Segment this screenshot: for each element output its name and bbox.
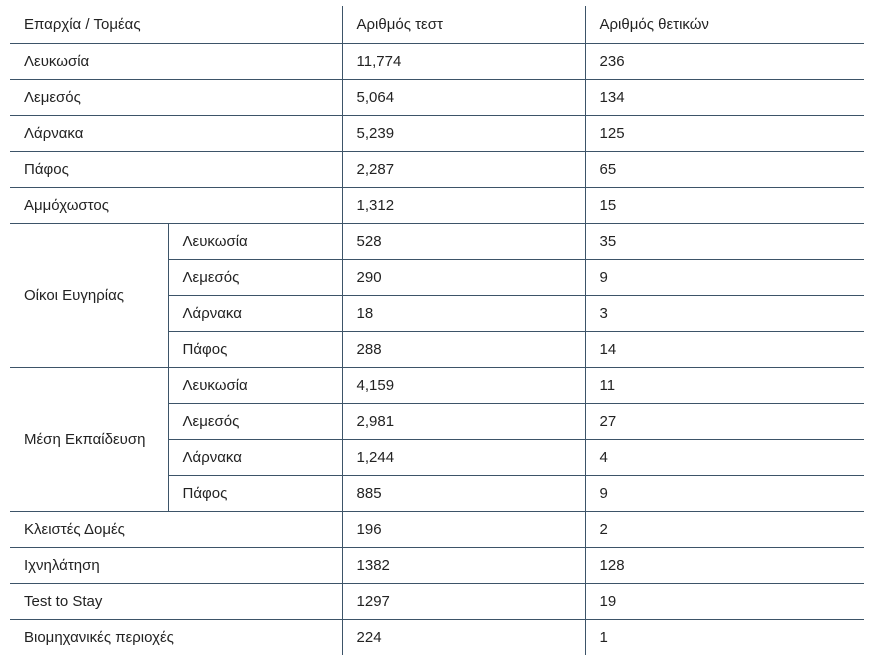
positives-cell: 134	[585, 79, 864, 115]
header-row	[10, 6, 864, 43]
table-row	[10, 115, 864, 151]
subregion-cell: Λεμεσός	[168, 259, 342, 295]
positives-cell: 27	[585, 403, 864, 439]
positives-cell: 65	[585, 151, 864, 187]
table-row	[10, 583, 864, 619]
table-row	[10, 223, 864, 259]
positives-cell: 4	[585, 439, 864, 475]
tests-cell: 528	[342, 223, 585, 259]
positives-cell: 14	[585, 331, 864, 367]
positives-cell: 9	[585, 259, 864, 295]
table-row	[10, 619, 864, 655]
positives-cell: 3	[585, 295, 864, 331]
table-row	[10, 151, 864, 187]
subregion-cell: Λευκωσία	[168, 223, 342, 259]
positives-cell: 11	[585, 367, 864, 403]
positives-cell: 128	[585, 547, 864, 583]
header-region: Επαρχία / Τομέας	[10, 6, 342, 43]
tests-cell: 885	[342, 475, 585, 511]
positives-cell: 236	[585, 43, 864, 79]
region-cell: Λεμεσός	[10, 79, 342, 115]
tests-cell: 4,159	[342, 367, 585, 403]
results-table	[10, 6, 864, 655]
positives-cell: 19	[585, 583, 864, 619]
table-row	[10, 79, 864, 115]
region-cell: Πάφος	[10, 151, 342, 187]
region-cell: Αμμόχωστος	[10, 187, 342, 223]
positives-cell: 15	[585, 187, 864, 223]
positives-cell: 1	[585, 619, 864, 655]
region-cell: Βιομηχανικές περιοχές	[24, 628, 174, 646]
table-row	[10, 367, 864, 403]
subregion-cell: Λευκωσία	[168, 367, 342, 403]
subregion-cell: Λάρνακα	[168, 295, 342, 331]
region-cell: Ιχνηλάτηση	[10, 547, 342, 583]
region-cell: Λάρνακα	[10, 115, 342, 151]
tests-cell: 290	[342, 259, 585, 295]
header-positives: Αριθμός θετικών	[585, 6, 864, 43]
subregion-cell: Λεμεσός	[168, 403, 342, 439]
positives-cell: 9	[585, 475, 864, 511]
table-row	[10, 43, 864, 79]
subregion-cell: Πάφος	[168, 331, 342, 367]
tests-cell: 224	[342, 619, 585, 655]
positives-cell: 35	[585, 223, 864, 259]
tests-cell: 5,239	[342, 115, 585, 151]
tests-cell: 1382	[342, 547, 585, 583]
positives-cell: 2	[585, 511, 864, 547]
results-table-body	[10, 6, 864, 655]
group-cell: Μέση Εκπαίδευση	[10, 367, 168, 511]
tests-cell: 11,774	[342, 43, 585, 79]
table-row	[10, 187, 864, 223]
tests-cell: 1297	[342, 583, 585, 619]
table-row	[10, 511, 864, 547]
tests-cell: 5,064	[342, 79, 585, 115]
subregion-cell: Λάρνακα	[168, 439, 342, 475]
region-cell: Test to Stay	[10, 583, 342, 619]
table-row	[10, 547, 864, 583]
tests-cell: 18	[342, 295, 585, 331]
tests-cell: 2,287	[342, 151, 585, 187]
header-tests: Αριθμός τεστ	[342, 6, 585, 43]
positives-cell: 125	[585, 115, 864, 151]
subregion-cell: Πάφος	[168, 475, 342, 511]
tests-cell: 196	[342, 511, 585, 547]
region-cell: Κλειστές Δομές	[10, 511, 342, 547]
tests-cell: 1,244	[342, 439, 585, 475]
region-cell: Λευκωσία	[10, 43, 342, 79]
group-cell: Οίκοι Ευγηρίας	[10, 223, 168, 367]
tests-cell: 1,312	[342, 187, 585, 223]
tests-cell: 2,981	[342, 403, 585, 439]
tests-cell: 288	[342, 331, 585, 367]
